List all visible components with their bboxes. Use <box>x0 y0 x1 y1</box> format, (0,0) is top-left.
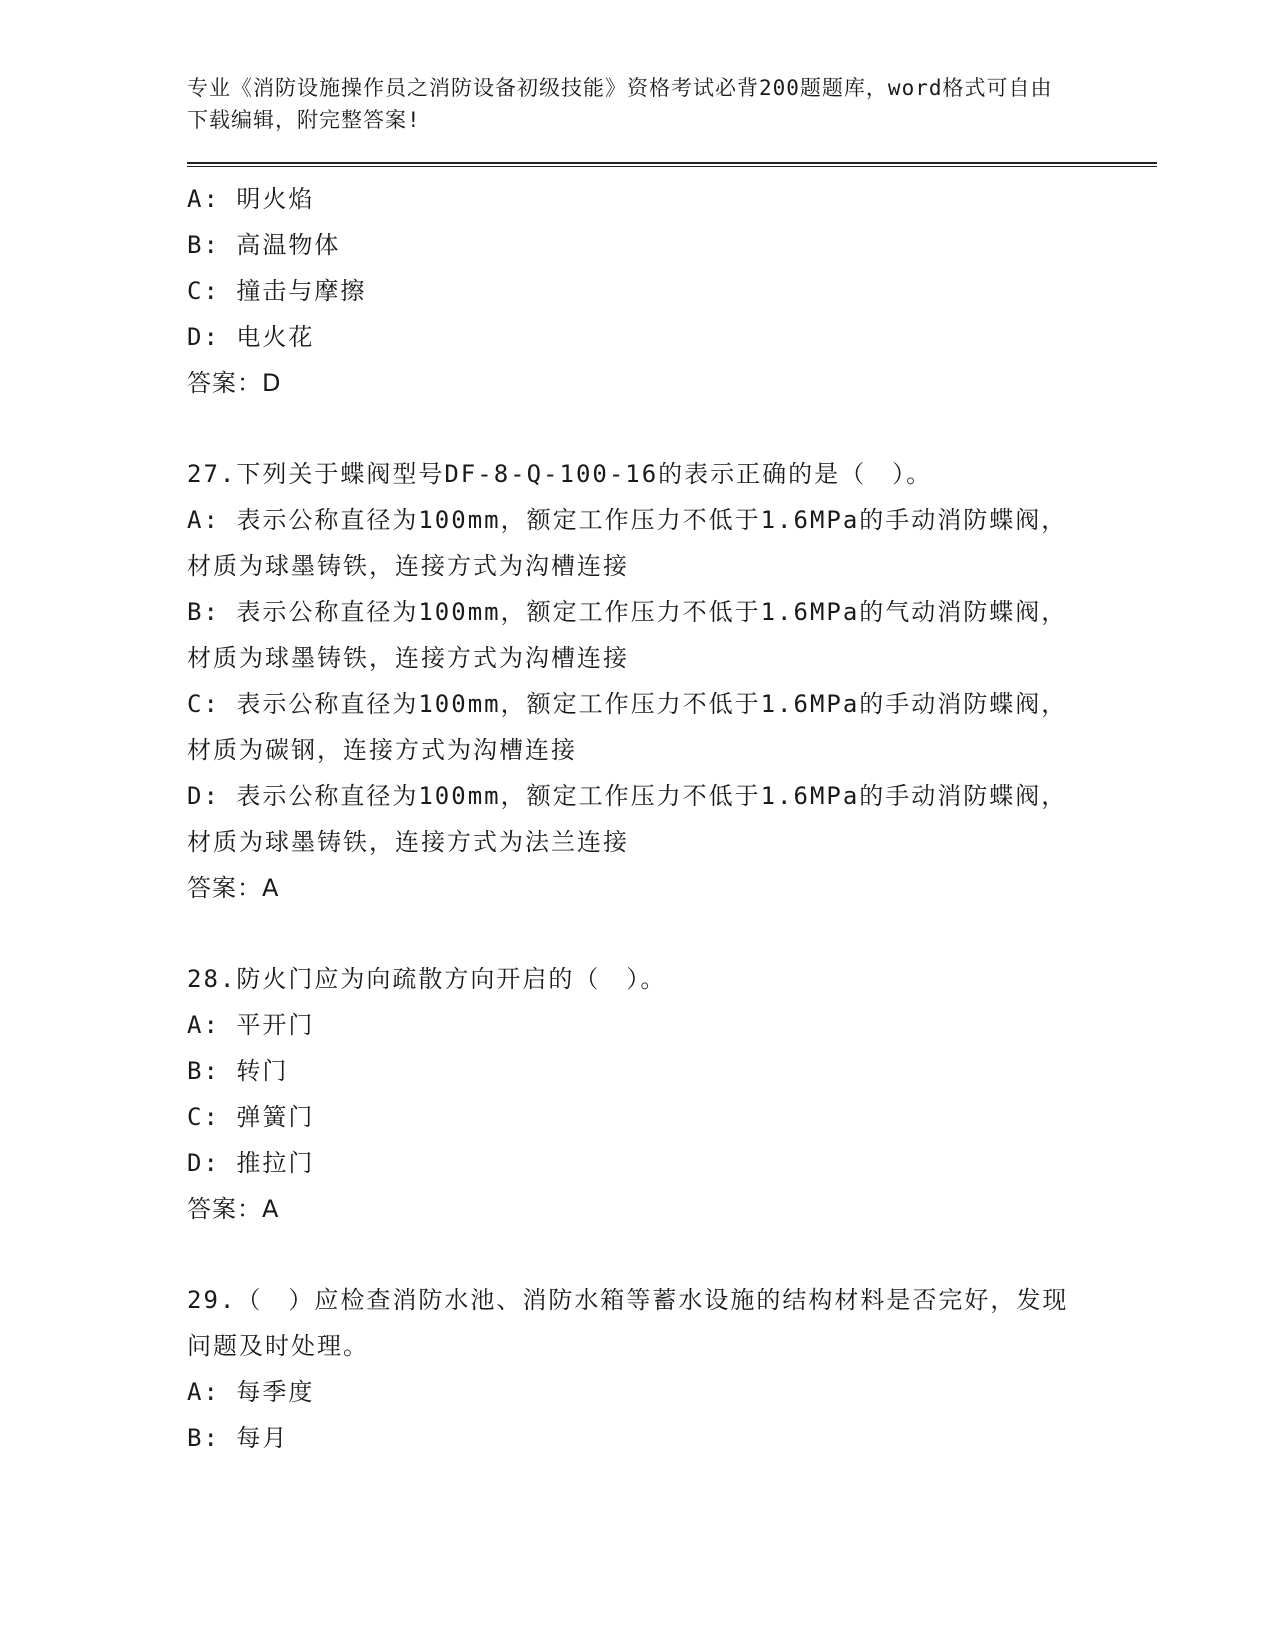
question-content <box>187 176 1087 1461</box>
option-b: B: 每月 <box>187 1424 289 1452</box>
question-stem: 28.防火门应为向疏散方向开启的（ ）。 <box>187 965 667 993</box>
question-29 <box>187 1277 1087 1461</box>
question-stem: 27.下列关于蝶阀型号DF-8-Q-100-16的表示正确的是（ ）。 <box>187 460 933 488</box>
answer-line: 答案：D <box>187 369 282 397</box>
option-c: C: 弹簧门 <box>187 1103 315 1131</box>
document-page <box>187 72 1157 1461</box>
option-c: C: 表示公称直径为100mm，额定工作压力不低于1.6MPa的手动消防蝶阀，材质为碳钢，连接方式为沟槽连接 <box>187 690 1068 764</box>
page-header-title: 专业《消防设施操作员之消防设备初级技能》资格考试必背200题题库，word格式可自由下载编辑，附完整答案! <box>187 76 1053 132</box>
spacer <box>187 911 1087 956</box>
spacer <box>187 1232 1087 1277</box>
answer-line: 答案：A <box>187 874 280 902</box>
option-a: A: 平开门 <box>187 1011 315 1039</box>
spacer <box>187 406 1087 451</box>
option-c: C: 撞击与摩擦 <box>187 277 367 305</box>
answer-line: 答案：A <box>187 1195 280 1223</box>
prev-question-block <box>187 176 1087 406</box>
question-28 <box>187 956 1087 1232</box>
option-d: D: 电火花 <box>187 323 315 351</box>
option-a: A: 明火焰 <box>187 185 315 213</box>
option-b: B: 高温物体 <box>187 231 341 259</box>
header-divider <box>187 162 1157 167</box>
option-d: D: 表示公称直径为100mm，额定工作压力不低于1.6MPa的手动消防蝶阀，材质为球墨铸铁，连接方式为法兰连接 <box>187 782 1068 856</box>
option-b: B: 表示公称直径为100mm，额定工作压力不低于1.6MPa的气动消防蝶阀，材质为球墨铸铁，连接方式为沟槽连接 <box>187 598 1068 672</box>
option-a: A: 每季度 <box>187 1378 315 1406</box>
option-a: A: 表示公称直径为100mm，额定工作压力不低于1.6MPa的手动消防蝶阀，材质为球墨铸铁，连接方式为沟槽连接 <box>187 506 1068 580</box>
question-27 <box>187 451 1087 911</box>
option-d: D: 推拉门 <box>187 1149 315 1177</box>
question-stem: 29.（ ）应检查消防水池、消防水箱等蓄水设施的结构材料是否完好，发现问题及时处理。 <box>187 1286 1069 1360</box>
option-b: B: 转门 <box>187 1057 289 1085</box>
